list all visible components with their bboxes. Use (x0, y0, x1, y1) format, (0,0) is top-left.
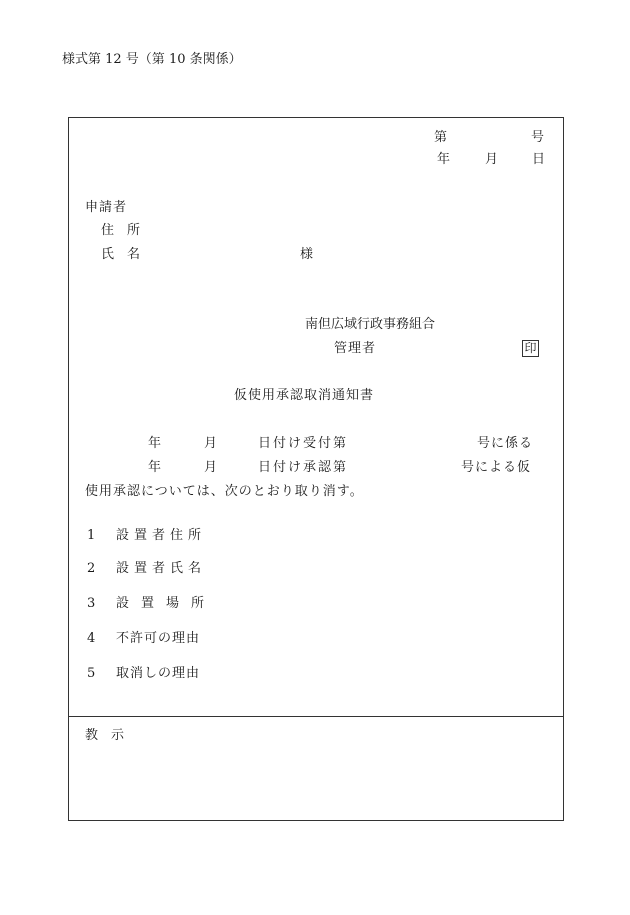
issuer-organization: 南但広域行政事務組合 (305, 317, 436, 332)
body-line1-year: 年 (148, 436, 162, 451)
notice-label: 教 示 (85, 728, 125, 743)
body-line3: 使用承認については、次のとおり取り消す。 (85, 484, 364, 499)
item-4-label: 不許可の理由 (116, 631, 201, 646)
notice-divider (68, 716, 564, 717)
item-1-label: 設置者住所 (116, 528, 207, 543)
item-5-label: 取消しの理由 (116, 666, 201, 681)
body-line1-end: 号に係る (477, 436, 534, 451)
item-2-label: 設置者氏名 (116, 561, 207, 576)
body-line2-text: 日付け承認第 (258, 460, 349, 475)
body-line2-end: 号による仮 (461, 460, 532, 475)
item-4-number: 4 (87, 631, 96, 646)
item-3-label: 設置場所 (116, 596, 217, 611)
date-year: 年 (437, 152, 451, 167)
applicant-name-label: 氏 名 (101, 247, 141, 262)
item-2-number: 2 (87, 561, 96, 576)
date-day: 日 (532, 152, 546, 167)
applicant-honorific: 様 (300, 247, 314, 262)
form-number-label: 様式第 12 号（第 10 条関係） (62, 52, 242, 67)
doc-number-suffix: 号 (531, 130, 545, 145)
seal-stamp: 印 (522, 340, 539, 357)
body-line1-month: 月 (204, 436, 218, 451)
document-title: 仮使用承認取消通知書 (234, 388, 375, 403)
applicant-heading: 申請者 (85, 200, 128, 215)
item-3-number: 3 (87, 596, 96, 611)
item-5-number: 5 (87, 666, 96, 681)
date-month: 月 (485, 152, 499, 167)
doc-number-prefix: 第 (434, 130, 448, 145)
body-line1-text: 日付け受付第 (258, 436, 349, 451)
applicant-address-label: 住 所 (101, 223, 141, 238)
item-1-number: 1 (87, 528, 96, 543)
body-line2-year: 年 (148, 460, 162, 475)
body-line2-month: 月 (204, 460, 218, 475)
issuer-title: 管理者 (334, 341, 377, 356)
